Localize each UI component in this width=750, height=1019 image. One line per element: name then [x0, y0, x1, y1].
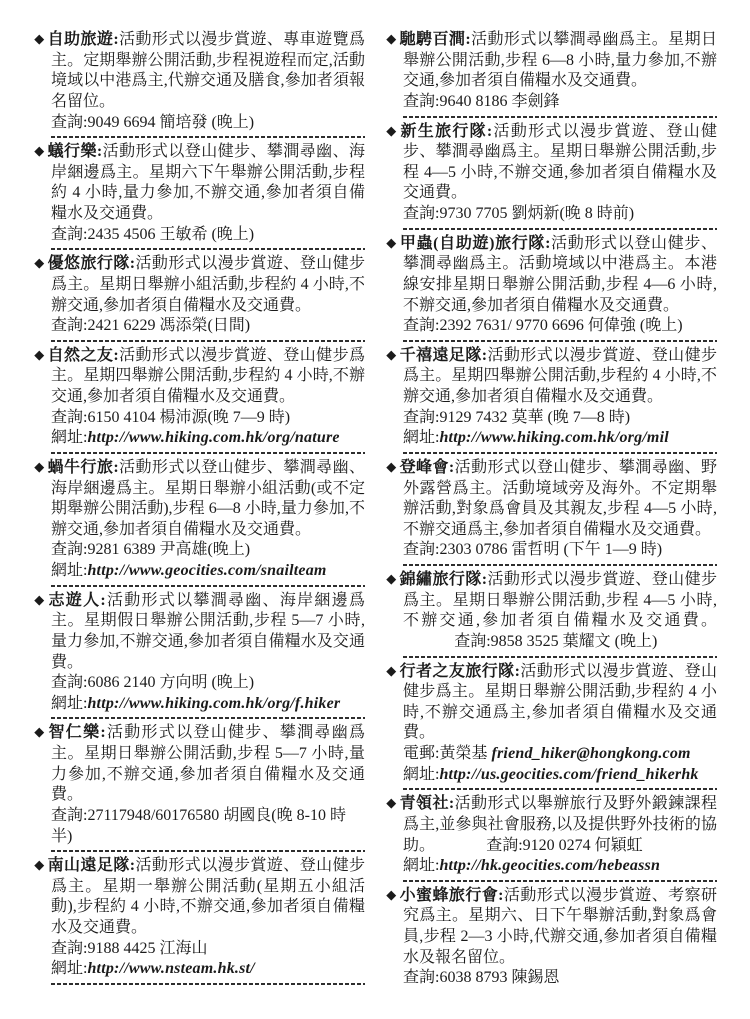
diamond-bullet-icon: ◆ [386, 122, 399, 138]
club-activity-text: 活動形式以攀澗尋幽、海岸綑邊爲主。星期假日舉辦公開活動,步程 5—7 小時,量力參加,不辦交通,參加者須自備糧水及交通費。 [51, 591, 365, 671]
diamond-bullet-icon: ◆ [386, 458, 398, 474]
entry-separator [51, 983, 365, 985]
club-name: 登峰會: [399, 458, 455, 476]
club-activity-text: 活動形式以攀澗尋幽爲主。星期日舉辦公開活動,步程 6—8 小時,量力參加,不辦交通,參加者須自備糧水及交通費。 [403, 31, 717, 90]
contact-value: 9640 8186 李劍鋒 [439, 92, 560, 110]
club-paragraph [35, 346, 365, 408]
contact-url: http://us.geocities.com/friend_hikerhk [439, 765, 699, 783]
club-entry [387, 122, 717, 230]
club-paragraph [35, 142, 365, 225]
contact-line [387, 540, 717, 561]
club-name: 蝸牛行旅: [47, 458, 119, 476]
club-entry [387, 234, 717, 342]
club-name: 智仁樂: [48, 724, 106, 742]
contact-label: 查詢: [51, 541, 88, 559]
contact-label: 查詢: [403, 317, 440, 335]
diamond-bullet-icon: ◆ [34, 31, 46, 46]
diamond-bullet-icon: ◆ [34, 857, 46, 873]
club-entry [387, 346, 717, 454]
contact-label: 網址: [403, 857, 440, 875]
club-entry [387, 570, 717, 658]
club-activity-text: 活動形式以漫步賞遊、登山健步爲主。星期四舉辦公開活動,步程約 4 小時,不辦交通,參加者須自備糧水及交通費。 [403, 346, 717, 405]
contact-url: http://www.hiking.com.hk/org/mil [439, 429, 669, 447]
club-paragraph [35, 30, 365, 113]
club-name: 青領社: [399, 795, 455, 813]
left-column [35, 30, 365, 1009]
club-paragraph [387, 30, 717, 92]
contact-line [387, 765, 717, 786]
club-paragraph [35, 856, 365, 939]
contact-label: 網址: [51, 429, 88, 447]
entry-separator [51, 452, 365, 454]
club-entry [35, 856, 365, 985]
contact-label: 網址: [403, 429, 440, 447]
contact-line [35, 540, 365, 561]
contact-line [35, 225, 365, 246]
contact-value: 27117948/60176580 胡國良(晚 8-10 時半) [51, 806, 346, 845]
contact-value: 黃榮基 [439, 745, 492, 762]
contact-line [35, 408, 365, 429]
contact-line [35, 694, 365, 715]
contact-value: 2421 6229 馮添榮(日間) [87, 317, 251, 335]
club-entry [387, 886, 717, 989]
entry-separator [51, 248, 365, 250]
contact-url: http://www.hiking.com.hk/org/f.hiker [87, 694, 341, 712]
club-name: 馳騁百澗: [399, 31, 471, 48]
entry-separator [403, 880, 717, 882]
contact-line [35, 939, 365, 960]
contact-label: 網址: [51, 694, 88, 712]
entry-separator [403, 340, 717, 342]
contact-label: 電郵: [403, 745, 440, 762]
contact-label: 網址: [403, 765, 440, 783]
diamond-bullet-icon: ◆ [386, 234, 398, 250]
entry-separator [403, 452, 717, 454]
contact-line [387, 408, 717, 429]
diamond-bullet-icon: ◆ [386, 795, 398, 811]
contact-label: 查詢: [51, 225, 88, 243]
club-entry [387, 458, 717, 566]
diamond-bullet-icon: ◆ [34, 143, 46, 159]
contact-line [35, 428, 365, 449]
diamond-bullet-icon: ◆ [386, 662, 398, 678]
contact-line [35, 673, 365, 694]
contact-value: 9281 6389 尹高雄(晚上) [87, 541, 251, 559]
club-entry [387, 794, 717, 882]
contact-line [35, 959, 365, 980]
contact-url: http://hk.geocities.com/hebeassn [439, 857, 661, 875]
contact-line [35, 561, 365, 582]
club-entry [35, 142, 365, 250]
entry-separator [403, 656, 717, 658]
club-activity-text: 活動形式以漫步賞遊、登山健步爲主。星期日舉辦公開活動,步程約 4 小時,不辦交通爲主,參加者須自備糧水及交通費。 [403, 662, 717, 742]
club-name: 小蜜蜂旅行會: [399, 886, 504, 904]
club-paragraph [387, 346, 717, 408]
club-paragraph [387, 234, 717, 317]
club-activity-text: 活動形式以登山健步、攀澗尋幽、海岸綑邊爲主。星期日舉辦小組活動(或不定期舉辦公開活動),步程 6—8 小時,量力參加,不辦交通,參加者須自備糧水及交通費。 [51, 458, 365, 538]
entry-separator [51, 136, 365, 138]
club-activity-text: 活動形式以漫步賞遊、登山健步爲主。星期日舉辦小組活動,步程約 4 小時,不辦交通,參加者須自備糧水及交通費。 [51, 255, 365, 314]
diamond-bullet-icon: ◆ [34, 346, 46, 362]
club-entry [35, 723, 365, 852]
contact-label: 查詢: [51, 806, 88, 824]
club-paragraph [387, 662, 717, 745]
diamond-bullet-icon: ◆ [386, 886, 398, 902]
contact-value: 6038 8793 陳錫恩 [439, 969, 560, 987]
club-paragraph [35, 458, 365, 541]
contact-url: http://www.nsteam.hk.st/ [87, 960, 255, 978]
club-entry [387, 30, 717, 118]
club-name: 千禧遠足隊: [399, 346, 488, 364]
contact-label: 查詢: [403, 408, 440, 426]
entry-separator [403, 564, 717, 566]
contact-url: http://www.geocities.com/snailteam [87, 562, 327, 579]
club-name: 自然之友: [47, 346, 119, 364]
contact-label: 網址: [51, 960, 88, 978]
contact-label: 查詢: [403, 205, 440, 222]
contact-line [387, 92, 717, 113]
contact-value: 2303 0786 雷哲明 (下午 1—9 時) [439, 541, 663, 559]
entry-separator [51, 717, 365, 719]
club-entry [35, 458, 365, 587]
contact-line [387, 204, 717, 225]
club-entry [35, 30, 365, 138]
contact-line [35, 316, 365, 337]
entry-separator [403, 788, 717, 790]
contact-line [387, 744, 717, 765]
club-entry [35, 254, 365, 342]
club-name: 志遊人: [48, 591, 106, 609]
contact-line [387, 856, 717, 877]
club-activity-text: 活動形式以登山健步、攀澗尋幽、野外露營爲主。活動境域旁及海外。不定期舉辦活動,對象爲會員及其親友,步程 4—5 小時,不辦交通爲主,參加者須自備糧水及交通費。 [403, 458, 717, 538]
contact-value: 6086 2140 方向明 (晚上) [87, 674, 255, 692]
club-activity-text: 活動形式以登山健步、攀澗尋幽、海岸綑邊爲主。星期六下午舉辦公開活動,步程約 4 小時,量力參加,不辦交通,參加者須自備糧水及交通費。 [51, 143, 365, 222]
contact-label: 查詢: [403, 541, 440, 559]
entry-separator [403, 228, 717, 230]
club-activity-text: 活動形式以登山健步、攀澗尋幽爲主。活動境域以中港爲主。本港線安排星期日舉辦公開活動,步程 4—6 小時,不辦交通,參加者須自備糧水及交通費。 [403, 234, 717, 314]
club-name: 蟻行樂: [47, 143, 103, 161]
club-entry [35, 346, 365, 454]
contact-value: 2392 7631/ 9770 6696 何偉強 (晚上) [439, 317, 683, 335]
entry-separator [51, 850, 365, 852]
contact-line [387, 316, 717, 337]
contact-label: 查詢: [403, 969, 440, 987]
club-entry [387, 662, 717, 791]
contact-line [35, 806, 365, 847]
club-name: 南山遠足隊: [47, 857, 136, 875]
diamond-bullet-icon: ◆ [386, 571, 398, 586]
club-name: 優悠旅行隊: [47, 255, 136, 273]
club-activity-text: 活動形式以漫步賞遊、專車遊覽爲主。定期舉辦公開活動,步程視遊程而定,活動境域以中港爲主,代辦交通及膳食,參加者須報名留位。 [51, 31, 365, 110]
club-activity-text: 活動形式以漫步賞遊、登山健步、攀澗尋幽爲主。星期日舉辦公開活動,步程 4—5 小時,不辦交通,參加者須自備糧水及交通費。 [403, 122, 717, 202]
club-activity-text: 活動形式以漫步賞遊、考察研究爲主。星期六、日下午舉辦活動,對象爲會員,步程 2—3 小時,代辦交通,參加者須自備糧水及報名留位。 [403, 886, 717, 966]
club-activity-text: 活動形式以登山健步、攀澗尋幽爲主。星期日舉辦公開活動,步程 5—7 小時,量力參加,不辦交通,參加者須自備糧水及交通費。 [51, 724, 365, 804]
contact-line [387, 428, 717, 449]
club-name: 新生旅行隊: [400, 122, 493, 140]
diamond-bullet-icon: ◆ [34, 591, 47, 607]
club-paragraph [387, 794, 717, 856]
club-name: 錦繡旅行隊: [399, 571, 488, 588]
club-paragraph [387, 570, 717, 653]
diamond-bullet-icon: ◆ [34, 458, 46, 474]
diamond-bullet-icon: ◆ [386, 346, 398, 362]
club-activity-text: 活動形式以舉辦旅行及野外鍛鍊課程爲主,並參與社會服務,以及提供野外技術的協助。 [403, 795, 717, 854]
contact-label: 查詢: [403, 92, 440, 110]
club-activity-text: 活動形式以漫步賞遊、登山健步爲主。星期日舉辦公開活動,步程 4—5 小時,不辦交通,參加者須自備糧水及交通費。 [403, 571, 717, 630]
club-paragraph [35, 591, 365, 674]
club-paragraph [35, 254, 365, 316]
entry-separator [403, 116, 717, 118]
club-paragraph [387, 886, 717, 969]
contact-label: 查詢: [51, 113, 88, 131]
diamond-bullet-icon: ◆ [386, 31, 398, 46]
contact-value: 9049 6694 簡培發 (晚上) [87, 113, 255, 131]
contact-line [35, 113, 365, 134]
contact-label: 查詢: [51, 408, 88, 426]
contact-label: 查詢: [51, 939, 88, 957]
club-activity-text: 活動形式以漫步賞遊、登山健步爲主。星期四舉辦公開活動,步程約 4 小時,不辦交通,參加者須自備糧水及交通費。 [51, 346, 365, 405]
contact-value: 9129 7432 莫華 (晚 7—8 時) [439, 408, 631, 426]
club-entry [35, 591, 365, 720]
contact-url: friend_hiker@hongkong.com [491, 745, 691, 762]
contact-url: http://www.hiking.com.hk/org/nature [87, 429, 340, 447]
contact-label: 查詢: [51, 674, 88, 692]
club-name: 自助旅遊: [47, 31, 119, 48]
contact-value: 2435 4506 王敏希 (晚上) [87, 225, 255, 243]
club-activity-text: 活動形式以漫步賞遊、登山健步爲主。星期一舉辦公開活動(星期五小組活動),步程約 4 小時,不辦交通,參加者須自備糧水及交通費。 [51, 857, 365, 936]
club-paragraph [387, 122, 717, 205]
club-name: 行者之友旅行隊: [399, 662, 520, 680]
club-paragraph [387, 458, 717, 541]
inline-contact: 查詢:9858 3525 葉耀文 (晚上) [454, 632, 658, 650]
right-column [387, 30, 717, 1009]
club-paragraph [35, 723, 365, 806]
diamond-bullet-icon: ◆ [34, 255, 46, 271]
contact-value: 6150 4104 楊沛源(晚 7—9 時) [87, 408, 291, 426]
contact-label: 網址: [51, 562, 88, 579]
contact-line [387, 968, 717, 989]
contact-label: 查詢: [51, 317, 88, 335]
inline-contact: 查詢:9120 0274 何穎虹 [486, 836, 643, 854]
contact-value: 9730 7705 劉炳新(晚 8 時前) [439, 205, 635, 222]
entry-separator [51, 585, 365, 587]
contact-value: 9188 4425 江海山 [87, 939, 208, 957]
diamond-bullet-icon: ◆ [34, 724, 47, 740]
club-name: 甲蟲(自助遊)旅行隊: [399, 234, 551, 252]
entry-separator [51, 340, 365, 342]
